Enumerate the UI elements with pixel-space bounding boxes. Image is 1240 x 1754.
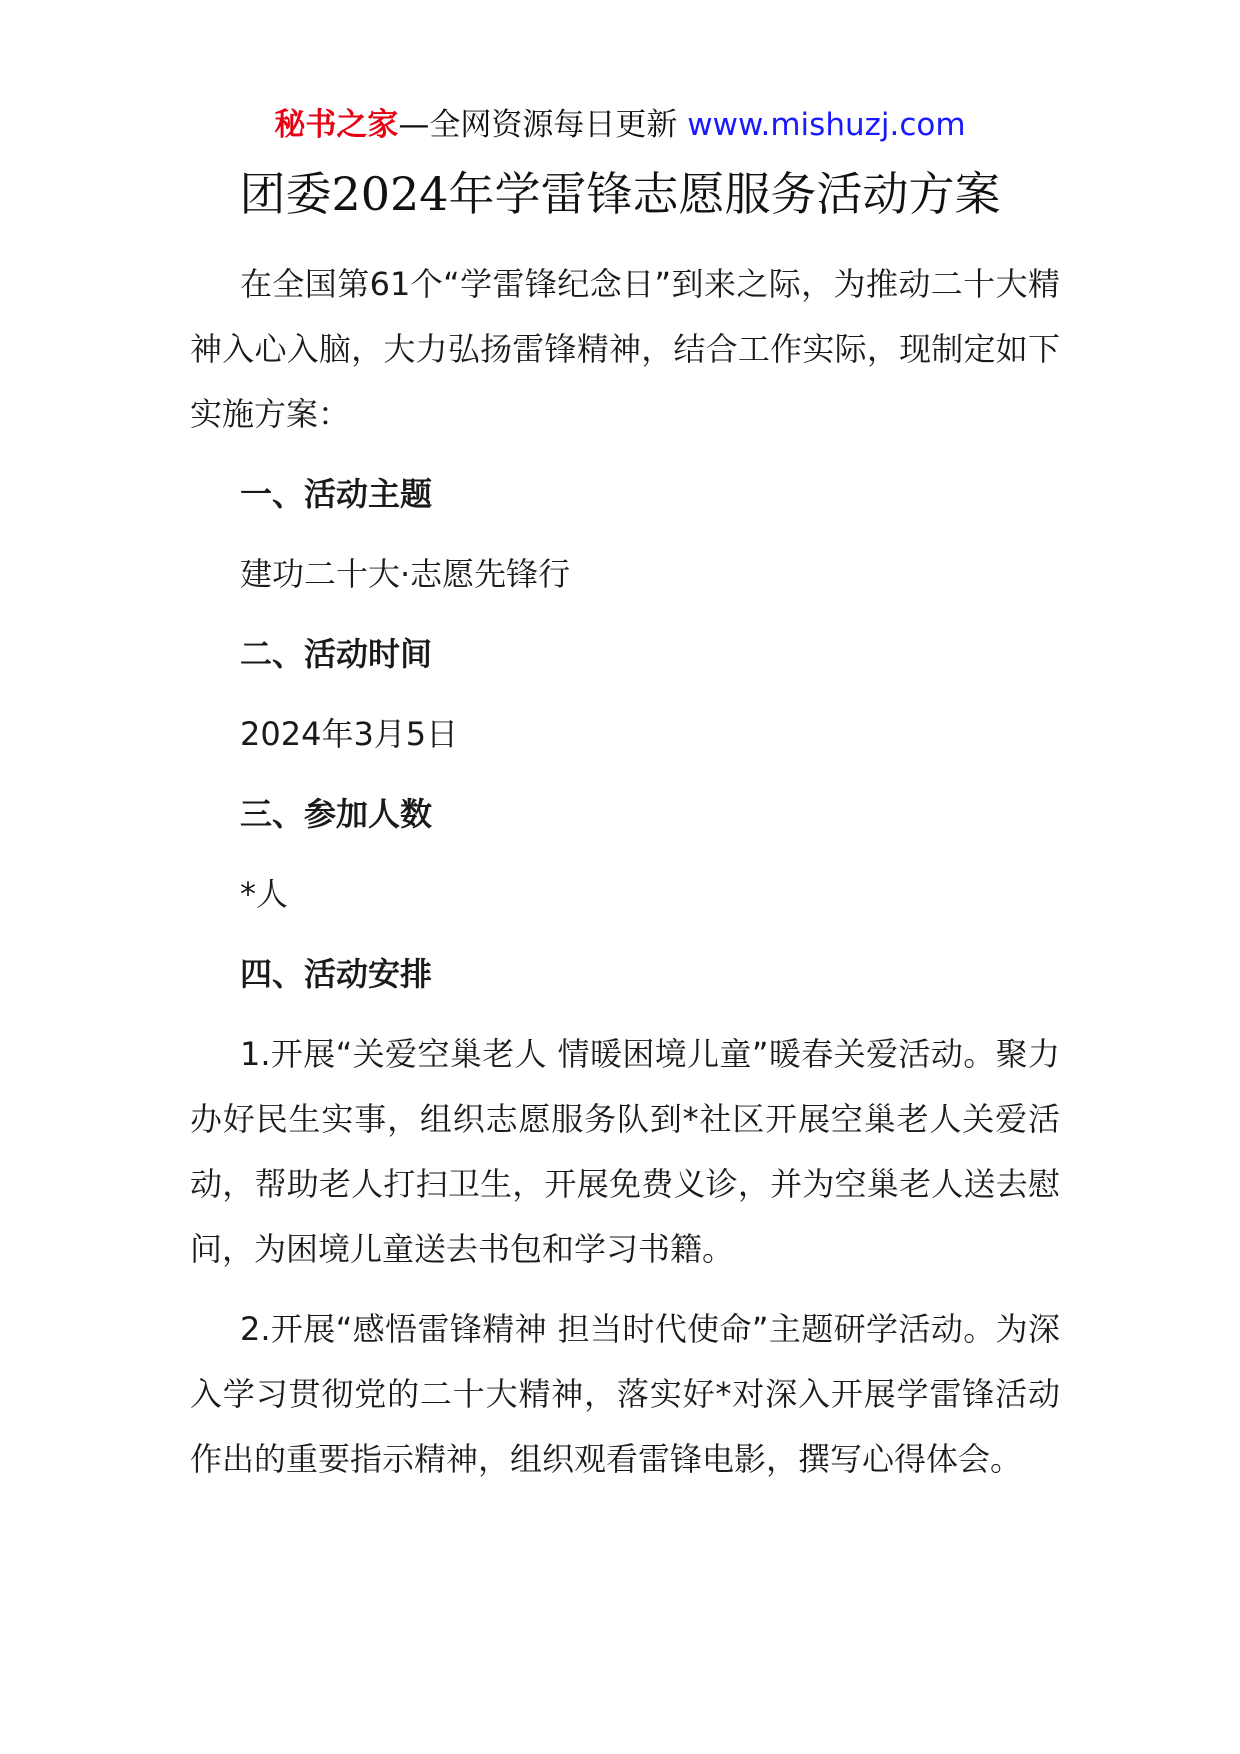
document-body (190, 252, 1060, 1507)
title-suffix: 年学雷锋志愿服务活动方案 (448, 167, 1001, 221)
banner-slogan: —全网资源每日更新 (398, 107, 688, 143)
intro-paragraph: 在全国第61个“学雷锋纪念日”到来之际，为推动二十大精神入心入脑，大力弘扬雷锋精神，结合工作实际，现制定如下实施方案： (190, 265, 1060, 433)
arrangement-item-2: 2.开展“感悟雷锋精神 担当时代使命”主题研学活动。为深入学习贯彻党的二十大精神，落实好*对深入开展学雷锋活动作出的重要指示精神，组织观看雷锋电影，撰写心得体会。 (190, 1310, 1060, 1478)
section-heading-time: 二、活动时间 (240, 635, 433, 673)
site-banner (0, 104, 1240, 146)
site-link[interactable]: www.mishuzj.com (687, 107, 966, 143)
section-content-participants: *人 (240, 875, 289, 913)
title-year: 2024 (331, 167, 449, 221)
title-prefix: 团委 (239, 167, 332, 221)
section-heading-participants: 三、参加人数 (240, 795, 433, 833)
section-heading-arrangement: 四、活动安排 (240, 955, 433, 993)
section-heading-theme: 一、活动主题 (240, 475, 433, 513)
section-content-theme: 建功二十大·志愿先锋行 (240, 555, 571, 593)
document-title (0, 163, 1240, 225)
brand-name: 秘书之家 (274, 107, 399, 143)
section-content-time: 2024年3月5日 (240, 715, 459, 753)
arrangement-item-1: 1.开展“关爱空巢老人 情暖困境儿童”暖春关爱活动。聚力办好民生实事，组织志愿服务队到*社区开展空巢老人关爱活动，帮助老人打扫卫生，开展免费义诊，并为空巢老人送去慰问，为困境儿童送去书包和学习书籍。 (190, 1035, 1060, 1268)
